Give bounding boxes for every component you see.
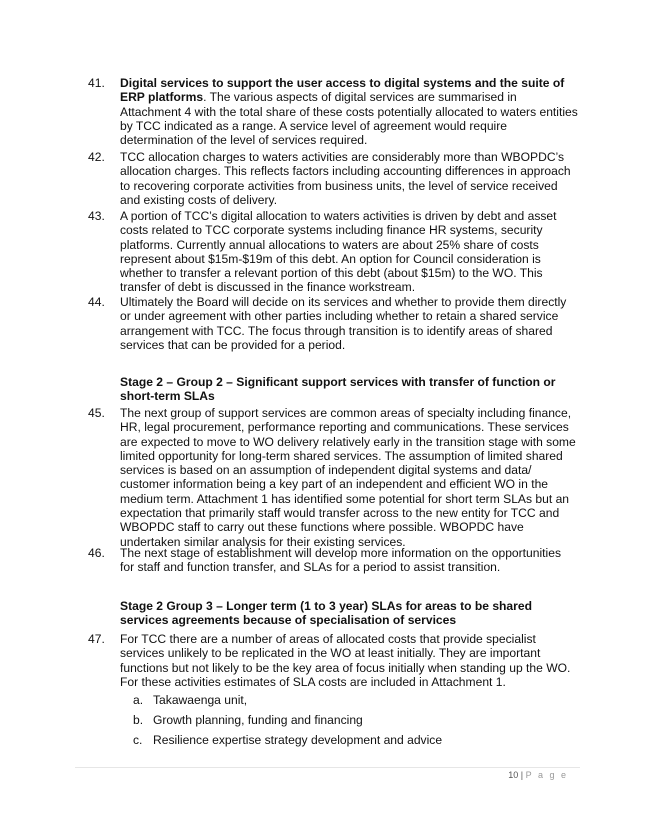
list-item-letter: c. <box>133 733 143 747</box>
section-heading-group-2: Stage 2 – Group 2 – Significant support services with transfer of function or short-term SLAs <box>120 375 556 404</box>
list-item <box>133 693 247 707</box>
paragraph-text: Ultimately the Board will decide on its services and whether to provide them directly or under agreement with other parties including whether to retain a shared service arrangement with TCC. The focus through transition is to identify areas of shared services that can be provided for a period. <box>120 295 567 352</box>
paragraph-45 <box>88 406 578 549</box>
paragraph-46 <box>88 546 578 575</box>
paragraph-42 <box>88 150 578 207</box>
footer-divider <box>75 767 580 768</box>
paragraph-number: 41. <box>88 76 105 90</box>
paragraph-text: The next stage of establishment will develop more information on the opportunities for staff and function transfer, and SLAs for a period to assist transition. <box>120 546 561 575</box>
list-item-text: Resilience expertise strategy development and advice <box>153 733 443 747</box>
paragraph-44 <box>88 295 578 352</box>
paragraph-number: 45. <box>88 406 105 420</box>
paragraph-number: 43. <box>88 209 105 223</box>
page-footer <box>508 770 568 780</box>
page-label: P a g e <box>525 770 568 780</box>
paragraph-41 <box>88 76 578 147</box>
paragraph-number: 47. <box>88 632 105 646</box>
list-item-letter: b. <box>133 713 144 727</box>
paragraph-number: 44. <box>88 295 105 309</box>
paragraph-43 <box>88 209 578 295</box>
list-item-text: Takawaenga unit, <box>153 693 248 707</box>
paragraph-text: For TCC there are a number of areas of allocated costs that provide specialist services unlikely to be replicated in the WO at least initially. They are important functions but not likely to be the key area of focus initially when standing up the WO. For these activities estimates of SLA costs are included in Attachment 1. <box>120 632 571 689</box>
paragraph-text: The next group of support services are common areas of specialty including finance, HR, legal procurement, performance reporting and communications. These services are expected to move to WO delivery relatively early in the transition stage with some limited opportunity for long-term shared services. The assumption of limited shared services is based on an assumption of independent digital systems and data/ customer information being a key part of an independent and efficient WO in the medium term. Attachment 1 has identified some potential for short term SLAs but an expectation that primarily staff would transfer across to the new entity for TCC and WBOPDC staff to carry out these functions where possible. WBOPDC have undertaken similar analysis for their existing services. <box>120 406 576 549</box>
paragraph-lead: Digital services to support the user access to digital systems and the suite of ERP platforms <box>120 76 565 105</box>
list-item <box>133 733 442 747</box>
paragraph-number: 46. <box>88 546 105 560</box>
paragraph-number: 42. <box>88 150 105 164</box>
paragraph-text: TCC allocation charges to waters activities are considerably more than WBOPDC’s allocation charges. This reflects factors including accounting differences in approach to recovering corporate activities from business units, the level of service received and existing costs of delivery. <box>120 150 571 207</box>
section-heading-group-3: Stage 2 Group 3 – Longer term (1 to 3 year) SLAs for areas to be shared services agreements because of specialisation of services <box>120 599 532 628</box>
list-item <box>133 713 363 727</box>
page-number: 10 <box>508 770 519 780</box>
list-item-letter: a. <box>133 693 144 707</box>
footer-separator: | <box>520 770 524 780</box>
paragraph-text: . The various aspects of digital services are summarised in Attachment 4 with the total share of these costs potentially allocated to waters entities by TCC indicated as a range. A service level of agreement would require determination of the level of services required. <box>120 90 578 148</box>
paragraph-47 <box>88 632 578 689</box>
list-item-text: Growth planning, funding and financing <box>153 713 363 727</box>
paragraph-text: A portion of TCC’s digital allocation to waters activities is driven by debt and asset costs related to TCC corporate systems including finance HR systems, security platforms. Currently annual allocations to waters are about 25% share of costs represent about $15m-$19m of this debt. An option for Council consideration is whether to transfer a relevant portion of this debt (about $15m) to the WO. This transfer of debt is discussed in the finance workstream. <box>120 209 557 295</box>
